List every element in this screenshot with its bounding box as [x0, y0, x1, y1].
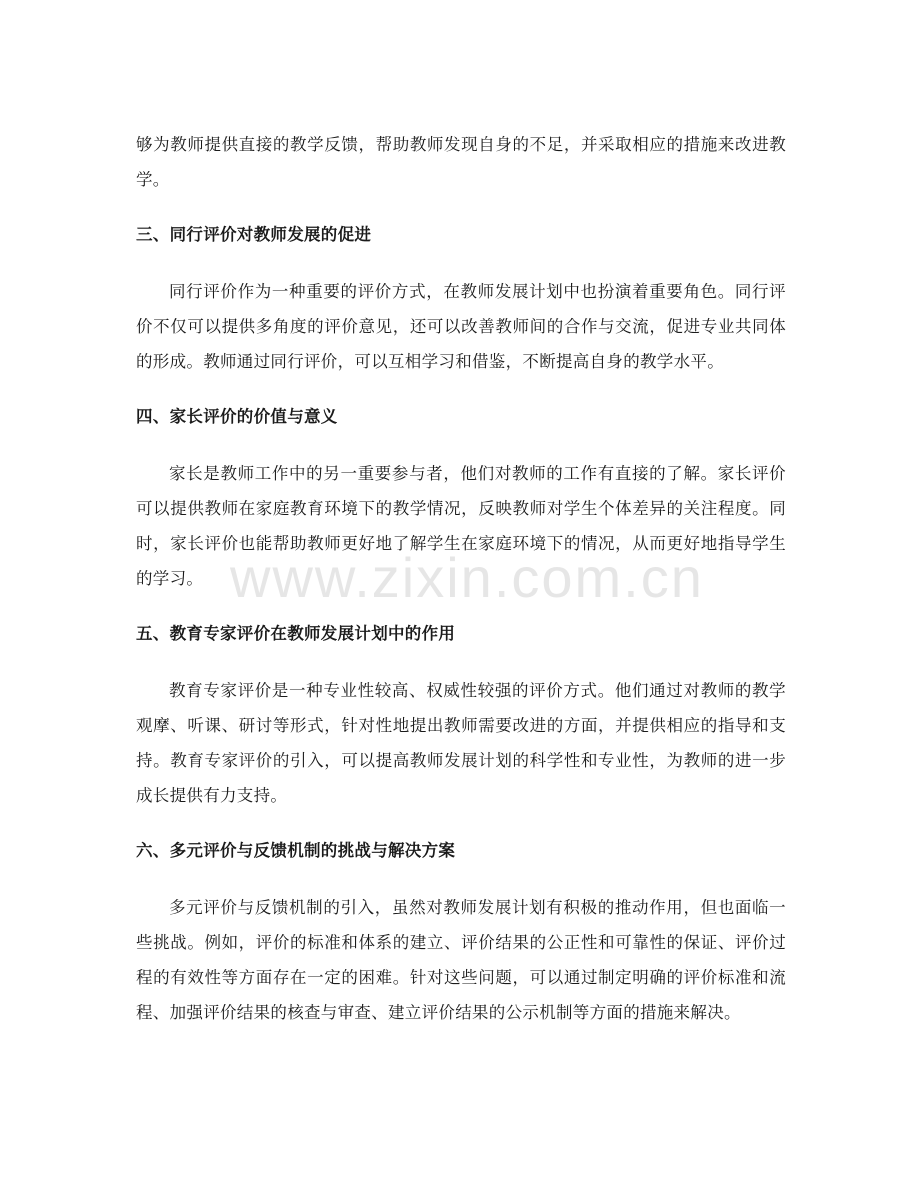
section-6-paragraph: 多元评价与反馈机制的引入，虽然对教师发展计划有积极的推动作用，但也面临一些挑战。例如，评价的标准和体系的建立、评价结果的公正性和可靠性的保证、评价过程的有效性等方面存在一定的困难。针对这些问题，可以通过制定明确的评价标准和流程、加强评价结果的核查与审查、建立评价结果的公示机制等方面的措施来解决。	[136, 898, 786, 1022]
document-body	[136, 127, 786, 1030]
section-4-paragraph: 家长是教师工作中的另一重要参与者，他们对教师的工作有直接的了解。家长评价可以提供教师在家庭教育环境下的教学情况，反映教师对学生个体差异的关注程度。同时，家长评价也能帮助教师更好地了解学生在家庭环境下的情况，从而更好地指导学生的学习。	[136, 464, 786, 588]
section-4-heading: 四、家长评价的价值与意义	[136, 407, 338, 426]
section-6-heading: 六、多元评价与反馈机制的挑战与解决方案	[136, 841, 456, 860]
section-3-heading: 三、同行评价对教师发展的促进	[136, 225, 372, 244]
section-5-paragraph: 教育专家评价是一种专业性较高、权威性较强的评价方式。他们通过对教师的教学观摩、听课、研讨等形式，针对性地提出教师需要改进的方面，并提供相应的指导和支持。教育专家评价的引入，可以提高教师发展计划的科学性和专业性，为教师的进一步成长提供有力支持。	[136, 681, 786, 805]
watermark: www.zixin.com.cn	[230, 546, 704, 609]
section-5-heading: 五、教育专家评价在教师发展计划中的作用	[136, 624, 456, 643]
section-3-paragraph: 同行评价作为一种重要的评价方式，在教师发展计划中也扮演着重要角色。同行评价不仅可以提供多角度的评价意见，还可以改善教师间的合作与交流，促进专业共同体的形成。教师通过同行评价，可以互相学习和借鉴，不断提高自身的教学水平。	[136, 282, 786, 371]
intro-paragraph-tail: 够为教师提供直接的教学反馈，帮助教师发现自身的不足，并采取相应的措施来改进教学。	[136, 135, 786, 189]
